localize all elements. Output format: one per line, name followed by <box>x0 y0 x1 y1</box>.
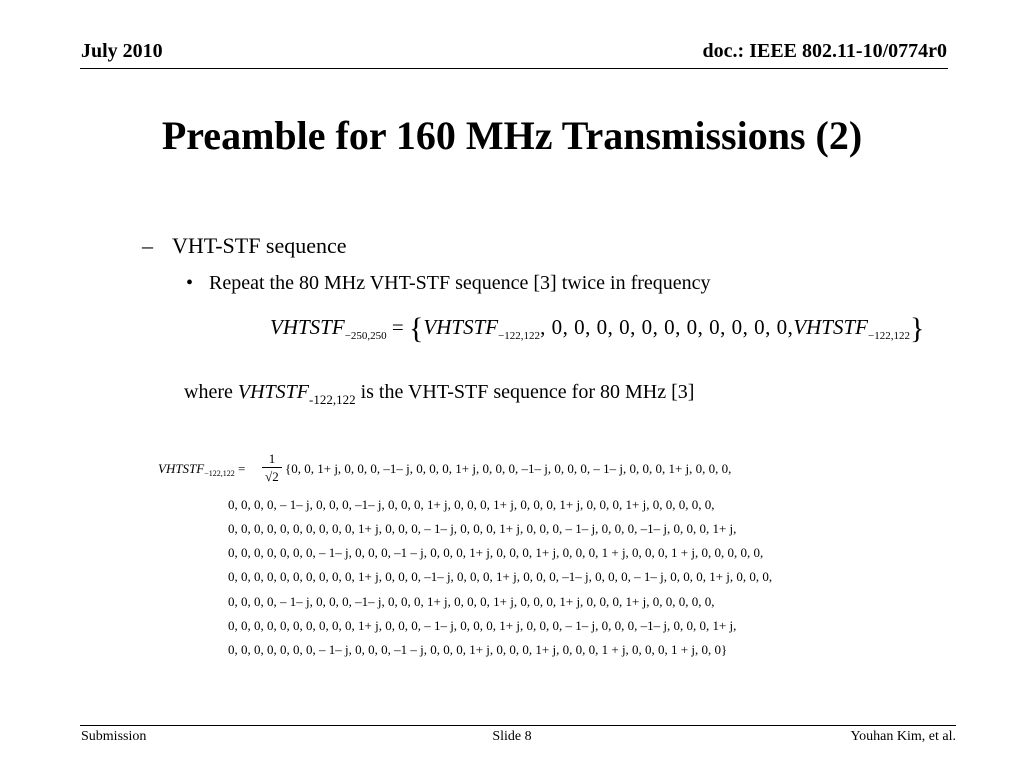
eq-first-subscript: −122,122 <box>498 330 541 342</box>
eq-first-name: VHTSTF <box>423 315 499 339</box>
eq-lhs-name: VHTSTF <box>270 315 345 339</box>
fraction-denominator: √2 <box>265 469 279 484</box>
header-date: July 2010 <box>81 40 163 62</box>
header-doc-id: doc.: IEEE 802.11-10/0774r0 <box>702 40 947 62</box>
sequence-equals-sign: = <box>238 461 246 476</box>
vhtstf-160-equation <box>270 312 924 346</box>
footer-author: Youhan Kim, et al. <box>850 729 956 744</box>
eq-close-brace: } <box>909 312 925 345</box>
bullet-vht-stf-sequence: VHT-STF sequence <box>172 233 347 258</box>
sequence-line: 0, 0, 0, 0, 0, 0, 0, – 1– j, 0, 0, 0, –1 – j, 0, 0, 0, 1+ j, 0, 0, 0, 1+ j, 0, 0, 0, 1 + j, 0, 0, 0, 1 + j, 0, 0} <box>228 642 728 657</box>
sequence-lhs-name: VHTSTF <box>158 461 205 476</box>
footer-submission: Submission <box>81 729 147 744</box>
bullet-repeat-sequence: Repeat the 80 MHz VHT-STF sequence [3] twice in frequency <box>209 272 711 294</box>
where-explanation <box>184 381 694 408</box>
eq-zero-padding: , 0, 0, 0, 0, 0, 0, 0, 0, 0, 0, 0, <box>540 315 794 339</box>
sequence-line: 0, 0, 0, 0, – 1– j, 0, 0, 0, –1– j, 0, 0, 0, 1+ j, 0, 0, 0, 1+ j, 0, 0, 0, 1+ j, 0, 0, 0, 1+ j, 0, 0, 0, 0, 0, <box>228 497 715 512</box>
eq-second-name: VHTSTF <box>793 315 868 339</box>
sequence-line: {0, 0, 1+ j, 0, 0, 0, –1– j, 0, 0, 0, 1+ j, 0, 0, 0, –1– j, 0, 0, 0, – 1– j, 0, 0, 0, 1+ j, 0, 0, 0, <box>285 461 732 476</box>
sequence-line: 0, 0, 0, 0, 0, 0, 0, – 1– j, 0, 0, 0, –1 – j, 0, 0, 0, 1+ j, 0, 0, 0, 1+ j, 0, 0, 0, 1 + j, 0, 0, 0, 1 + j, 0, 0, 0, 0, 0, <box>228 545 764 560</box>
sequence-lhs-subscript: −122,122 <box>204 469 235 478</box>
bullet-dot-marker: • <box>186 272 194 294</box>
fraction-bar <box>262 467 282 468</box>
slide-title: Preamble for 160 MHz Transmissions (2) <box>161 113 863 158</box>
where-prefix: where <box>184 381 233 403</box>
eq-lhs-subscript: −250,250 <box>344 330 387 342</box>
fraction-numerator: 1 <box>268 451 276 466</box>
sequence-lhs <box>158 461 245 478</box>
where-name: VHTSTF <box>237 381 309 403</box>
sequence-line: 0, 0, 0, 0, – 1– j, 0, 0, 0, –1– j, 0, 0, 0, 1+ j, 0, 0, 0, 1+ j, 0, 0, 0, 1+ j, 0, 0, 0, 1+ j, 0, 0, 0, 0, 0, <box>228 594 715 609</box>
where-subscript: -122,122 <box>308 392 356 407</box>
eq-equals-sign: = <box>391 315 404 339</box>
header-divider <box>80 68 948 69</box>
normalization-fraction <box>262 451 282 485</box>
sequence-line: 0, 0, 0, 0, 0, 0, 0, 0, 0, 0, 1+ j, 0, 0, 0, – 1– j, 0, 0, 0, 1+ j, 0, 0, 0, – 1– j, 0, 0, 0, –1– j, 0, 0, 0, 1+ j, <box>228 618 737 633</box>
where-suffix: is the VHT-STF sequence for 80 MHz [3] <box>360 381 695 403</box>
sequence-line: 0, 0, 0, 0, 0, 0, 0, 0, 0, 0, 1+ j, 0, 0, 0, –1– j, 0, 0, 0, 1+ j, 0, 0, 0, –1– j, 0, 0, 0, – 1– j, 0, 0, 0, 1+ j, 0, 0, 0, <box>228 569 773 584</box>
footer-slide-number: Slide 8 <box>492 729 532 744</box>
footer-divider <box>80 725 956 726</box>
bullet-dash-marker: – <box>142 233 153 258</box>
eq-open-brace: { <box>409 312 424 345</box>
sequence-line: 0, 0, 0, 0, 0, 0, 0, 0, 0, 0, 1+ j, 0, 0, 0, – 1– j, 0, 0, 0, 1+ j, 0, 0, 0, – 1– j, 0, 0, 0, –1– j, 0, 0, 0, 1+ j, <box>228 521 737 536</box>
eq-second-subscript: −122,122 <box>868 330 910 342</box>
